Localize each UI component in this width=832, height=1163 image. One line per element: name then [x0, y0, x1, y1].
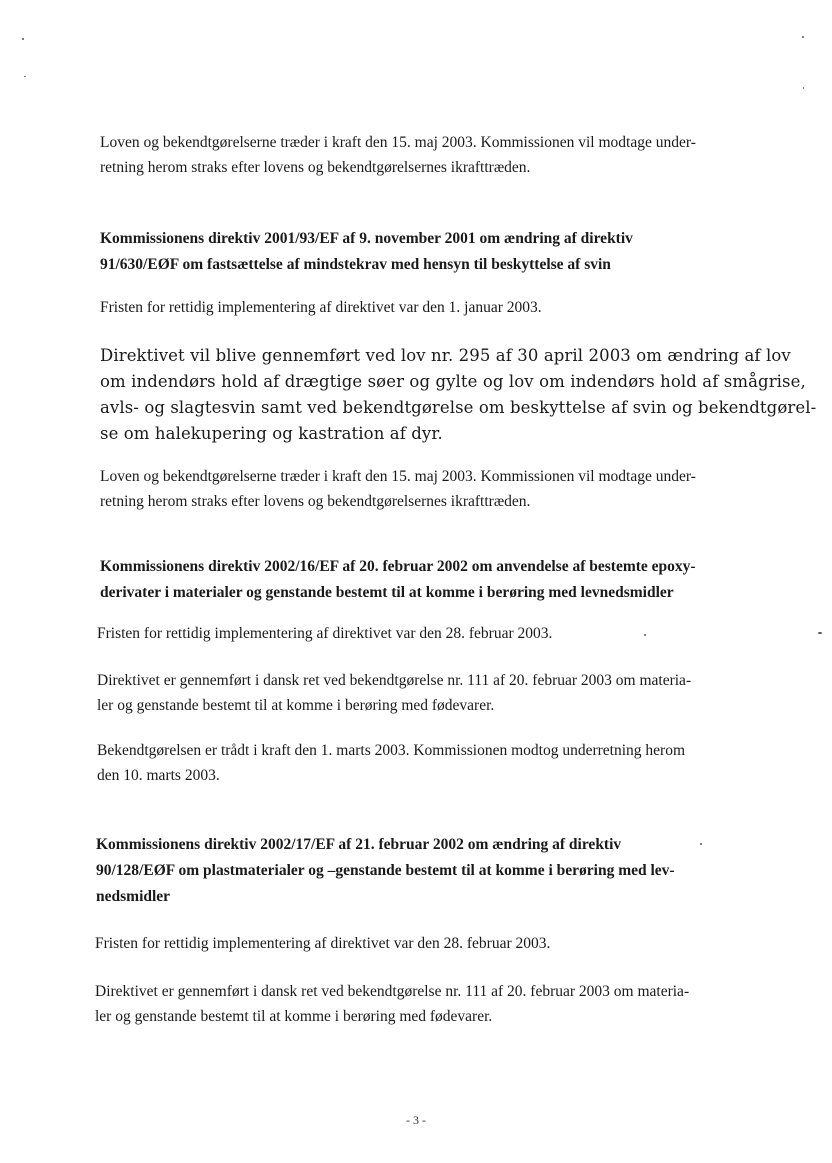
paragraph-deadline: [97, 621, 745, 646]
text-line: Direktivet vil blive gennemført ved lov nr. 295 af 30 april 2003 om ændring af lov: [100, 346, 791, 365]
paragraph-notification: [97, 738, 745, 788]
text-line: Loven og bekendtgørelserne træder i kraft den 15. maj 2003. Kommissionen vil modtage under-: [100, 134, 696, 151]
text-line: retning herom straks efter lovens og bekendtgørelsernes ikrafttræden.: [100, 159, 531, 176]
text-line: Bekendtgørelsen er trådt i kraft den 1. marts 2003. Kommissionen modtog underretning herom: [97, 742, 686, 759]
paragraph-deadline: [95, 931, 743, 956]
text-line: om indendørs hold af drægtige søer og gylte og lov om indendørs hold af smågrise,: [100, 372, 806, 391]
paragraph-deadline: [100, 295, 748, 320]
paragraph-entry-into-force: [100, 464, 748, 514]
text-line: Fristen for rettidig implementering af direktivet var den 28. februar 2003.: [97, 625, 553, 642]
text-line: avls- og slagtesvin samt ved bekendtgørelse om beskyttelse af svin og bekendtgørel-: [100, 398, 817, 417]
text-line: den 10. marts 2003.: [97, 767, 220, 784]
text-line: retning herom straks efter lovens og bekendtgørelsernes ikrafttræden.: [100, 493, 531, 510]
text-line: Loven og bekendtgørelserne træder i kraft den 15. maj 2003. Kommissionen vil modtage under-: [100, 468, 696, 485]
text-line: Fristen for rettidig implementering af direktivet var den 28. februar 2003.: [95, 935, 551, 952]
heading-line: 90/128/EØF om plastmaterialer og –genstande bestemt til at komme i berøring med lev-: [96, 862, 675, 879]
section-heading-directive-2002-16: [100, 554, 748, 606]
paragraph-implementation: [95, 979, 743, 1029]
heading-line: derivater i materialer og genstande bestemt til at komme i berøring med levnedsmidler: [100, 584, 674, 601]
text-line: Fristen for rettidig implementering af direktivet var den 1. januar 2003.: [100, 299, 542, 316]
text-line: Direktivet er gennemført i dansk ret ved bekendtgørelse nr. 111 af 20. februar 2003 om materia-: [95, 983, 690, 1000]
heading-line: nedsmidler: [96, 888, 171, 905]
section-heading-directive-2001-93: [100, 226, 748, 278]
page-number: - 3 -: [406, 1113, 426, 1127]
heading-line: Kommissionens direktiv 2001/93/EF af 9. november 2001 om ændring af direktiv: [100, 230, 633, 247]
scan-speck: [644, 634, 646, 636]
text-line: Direktivet er gennemført i dansk ret ved bekendtgørelse nr. 111 af 20. februar 2003 om materia-: [97, 672, 692, 689]
paragraph-entry-into-force: [100, 130, 748, 180]
heading-line: 91/630/EØF om fastsættelse af mindstekrav med hensyn til beskyttelse af svin: [100, 256, 611, 273]
scan-speck: [22, 38, 24, 40]
text-line: ler og genstande bestemt til at komme i berøring med fødevarer.: [95, 1008, 493, 1025]
text-line: se om halekupering og kastration af dyr.: [100, 424, 443, 443]
heading-line: Kommissionens direktiv 2002/16/EF af 20. februar 2002 om anvendelse af bestemte epoxy-: [100, 558, 696, 575]
text-line: ler og genstande bestemt til at komme i berøring med fødevarer.: [97, 697, 495, 714]
scan-speck: [803, 87, 804, 89]
scan-speck: [24, 76, 26, 77]
heading-line: Kommissionens direktiv 2002/17/EF af 21. februar 2002 om ændring af direktiv: [96, 836, 622, 853]
scan-speck: [802, 36, 804, 38]
scan-speck: [700, 843, 702, 845]
section-heading-directive-2002-17: [96, 832, 744, 910]
paragraph-implementation: [97, 668, 745, 718]
paragraph-implementation-law: [100, 343, 817, 447]
scan-speck: [818, 632, 822, 634]
